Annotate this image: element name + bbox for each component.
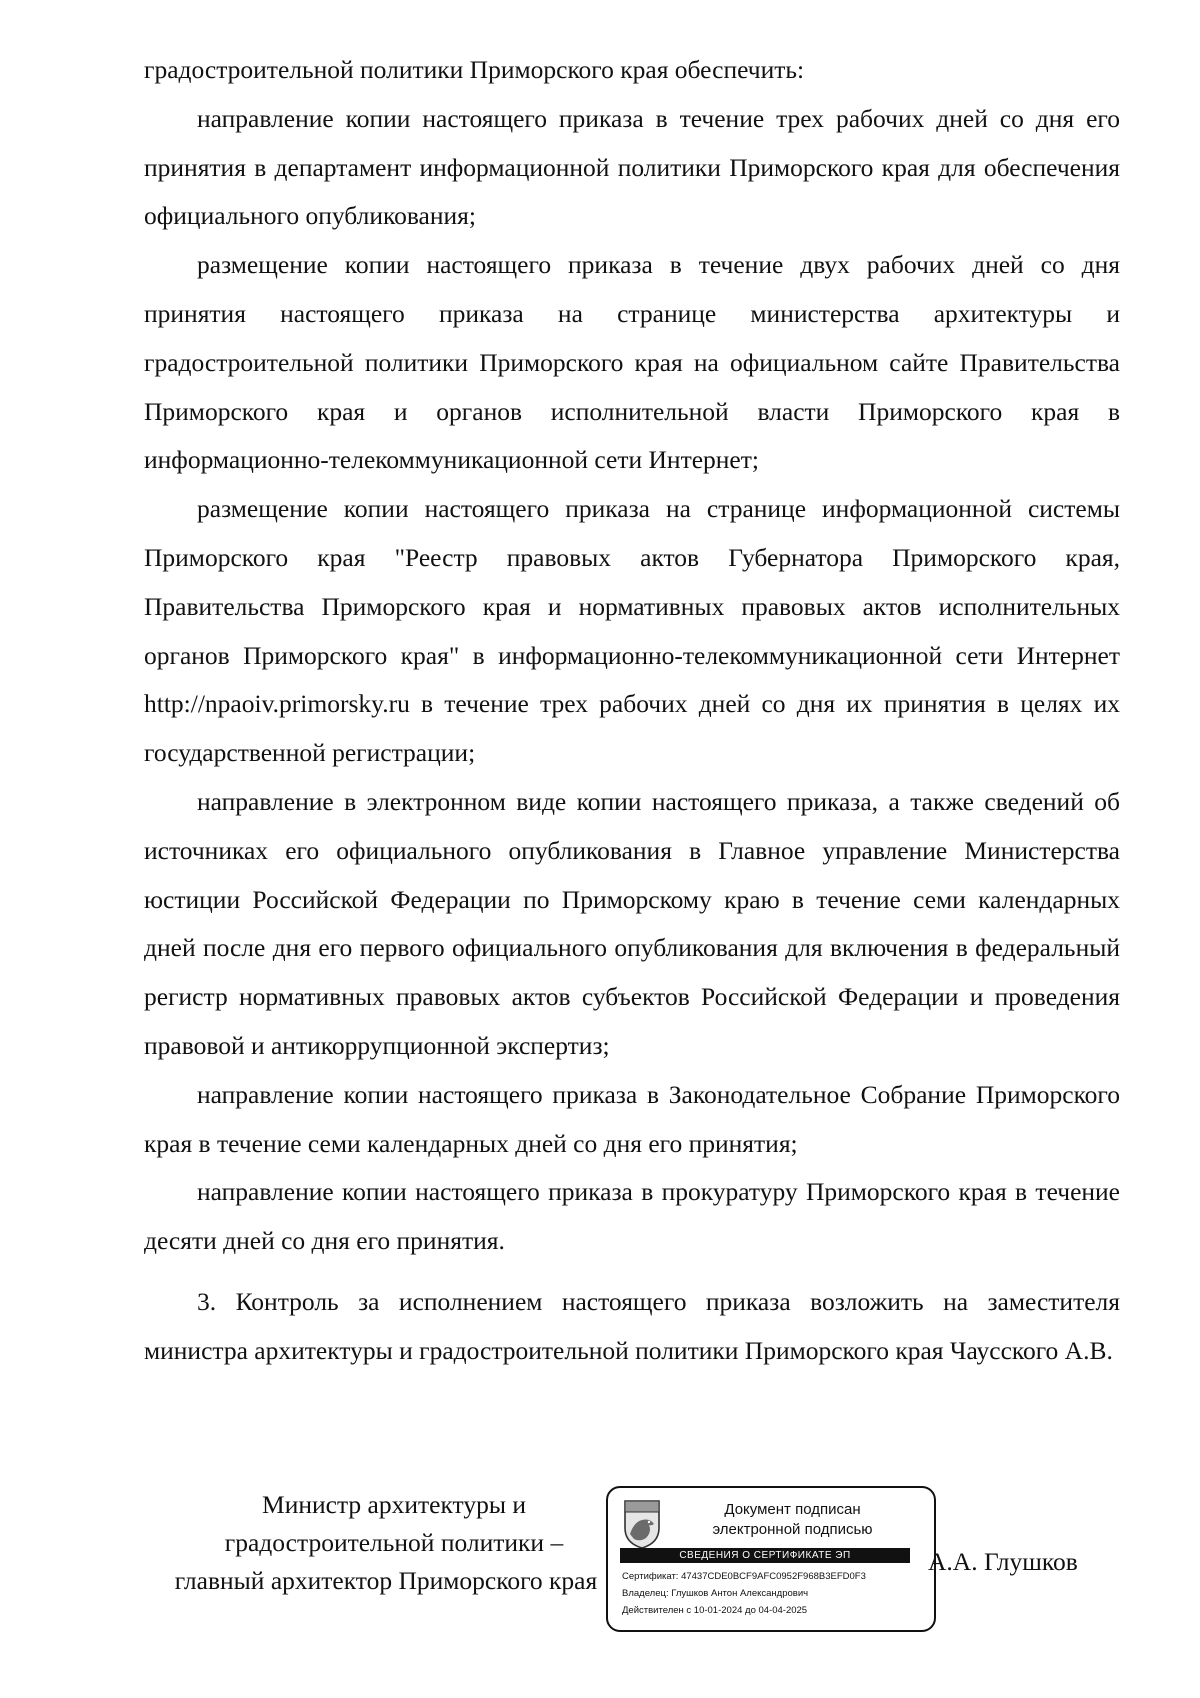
paragraph-send-assembly: направление копии настоящего приказа в Законодательное Собрание Приморского края в течение семи календарных дней со дня его принятия; (144, 1079, 1120, 1158)
paragraph-intro: градостроительной политики Приморского края обеспечить: (144, 55, 805, 84)
position-line-3: главный архитектор Приморского края (174, 1566, 598, 1595)
paragraph-send-prosecutor: направление копии настоящего приказа в прокуратуру Приморского края в течение десяти дней со дня его принятия. (144, 1177, 1120, 1256)
signatory-position (144, 1486, 644, 1600)
position-line-1: Министр архитектуры и (262, 1490, 526, 1519)
paragraph-send-justice: направление в электронном виде копии настоящего приказа, а также сведений об источниках его официального опубликования в Главное управление Министерства юстиции Российской Федерации по Приморскому краю в течение семи календарных дней после дня его первого официального опубликования для включения в федеральный регистр нормативных правовых актов субъектов Российской Федерации и проведения правовой и антикоррупционной экспертиз; (144, 786, 1120, 1060)
stamp-title-line-2: электронной подписью (712, 1521, 873, 1538)
certificate-owner: Владелец: Глушков Антон Александрович (622, 1588, 809, 1599)
document-body (144, 46, 1120, 1376)
paragraph-publish-ministry-page: размещение копии настоящего приказа в течение двух рабочих дней со дня принятия настоящего приказа на странице министерства архитектуры и градостроительной политики Приморского края на официальном сайте Правительства Приморского края и органов исполнительной власти Приморского края в информационно-телекоммуникационной сети Интернет; (144, 250, 1120, 475)
primorsky-coat-of-arms-icon (622, 1498, 662, 1550)
stamp-title (670, 1500, 915, 1540)
electronic-signature-stamp (606, 1486, 936, 1632)
certificate-number: Сертификат: 47437CDE0BCF9AFC0952F968B3EFD0F3 (622, 1571, 866, 1582)
certificate-validity: Действителен с 10-01-2024 до 04-04-2025 (622, 1605, 808, 1616)
certificate-details (622, 1568, 866, 1619)
signatory-name: А.А. Глушков (928, 1547, 1078, 1576)
stamp-title-line-1: Документ подписан (724, 1501, 861, 1518)
paragraph-publish-registry: размещение копии настоящего приказа на странице информационной системы Приморского края "Реестр правовых актов Губернатора Приморского края, Правительства Приморского края и нормативных правовых актов исполнительных органов Приморского края" в информационно-телекоммуникационной сети Интернет http://npaoiv.primorsky.ru в течение трех рабочих дней со дня их принятия в целях их государственной регистрации; (144, 494, 1120, 768)
certificate-info-bar: СВЕДЕНИЯ О СЕРТИФИКАТЕ ЭП (620, 1548, 910, 1563)
position-line-2: градостроительной политики – (224, 1528, 564, 1557)
paragraph-control: 3. Контроль за исполнением настоящего приказа возложить на заместителя министра архитектуры и градостроительной политики Приморского края Чаусского А.В. (144, 1286, 1120, 1365)
paragraph-send-info-policy: направление копии настоящего приказа в течение трех рабочих дней со дня его принятия в департамент информационной политики Приморского края для обеспечения официального опубликования; (144, 103, 1120, 231)
